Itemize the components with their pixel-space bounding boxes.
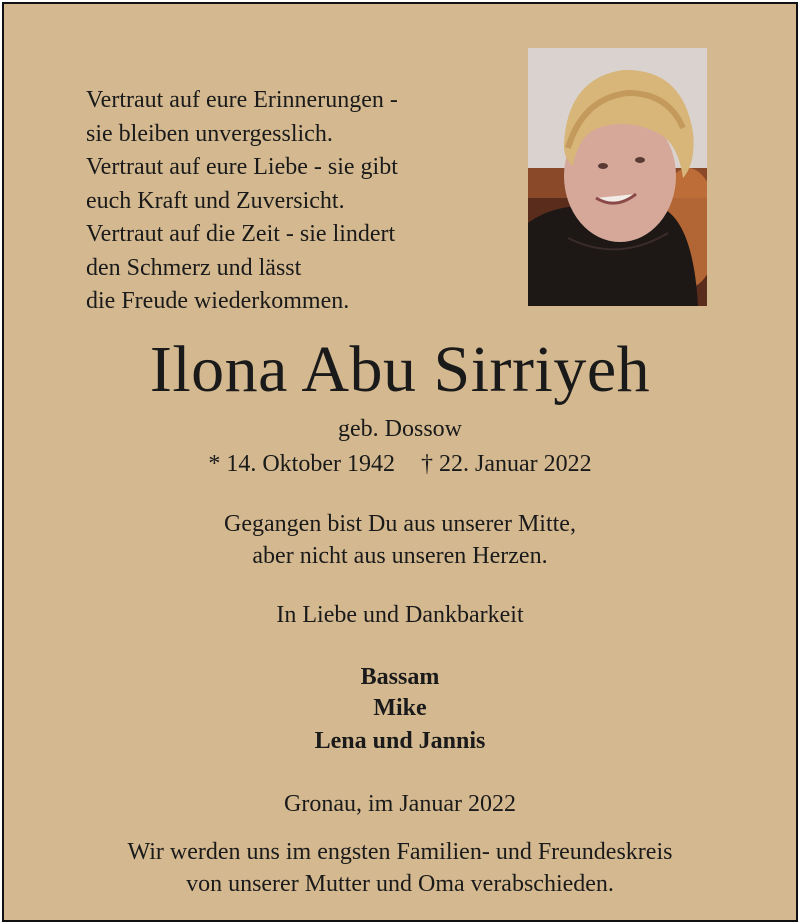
death-date: † 22. Januar 2022 (421, 451, 592, 477)
birth-date: * 14. Oktober 1942 (208, 451, 395, 477)
portrait-photo (528, 48, 707, 306)
life-dates (4, 448, 796, 480)
maiden-name: geb. Dossow (338, 416, 462, 442)
saying-line: aber nicht aus unseren Herzen. (252, 543, 548, 569)
poem-line: Vertraut auf die Zeit - sie lindert (86, 221, 396, 247)
obituary-card (2, 2, 798, 922)
poem (86, 84, 516, 319)
family-name: Lena und Jannis (314, 728, 486, 754)
poem-line: sie bleiben unvergesslich. (86, 120, 333, 147)
poem-line: die Freude wiederkommen. (86, 288, 350, 314)
family-name: Mike (373, 695, 427, 721)
family-name: Bassam (360, 664, 440, 690)
note-line: von unserer Mutter und Oma verabschieden. (186, 871, 614, 897)
poem-line: Vertraut auf eure Liebe - sie gibt (86, 154, 398, 180)
saying-line: Gegangen bist Du aus unserer Mitte, (224, 511, 576, 537)
poem-line: den Schmerz und lässt (86, 254, 302, 281)
note-line: Wir werden uns im engsten Familien- und Freundeskreis (127, 839, 673, 865)
place-date: Gronau, im Januar 2022 (284, 791, 516, 817)
poem-line: Vertraut auf eure Erinnerungen - (86, 87, 398, 113)
poem-line: euch Kraft und Zuversicht. (86, 187, 345, 214)
deceased-name: Ilona Abu Sirriyeh (149, 333, 651, 406)
closing-text: In Liebe und Dankbarkeit (276, 602, 524, 628)
